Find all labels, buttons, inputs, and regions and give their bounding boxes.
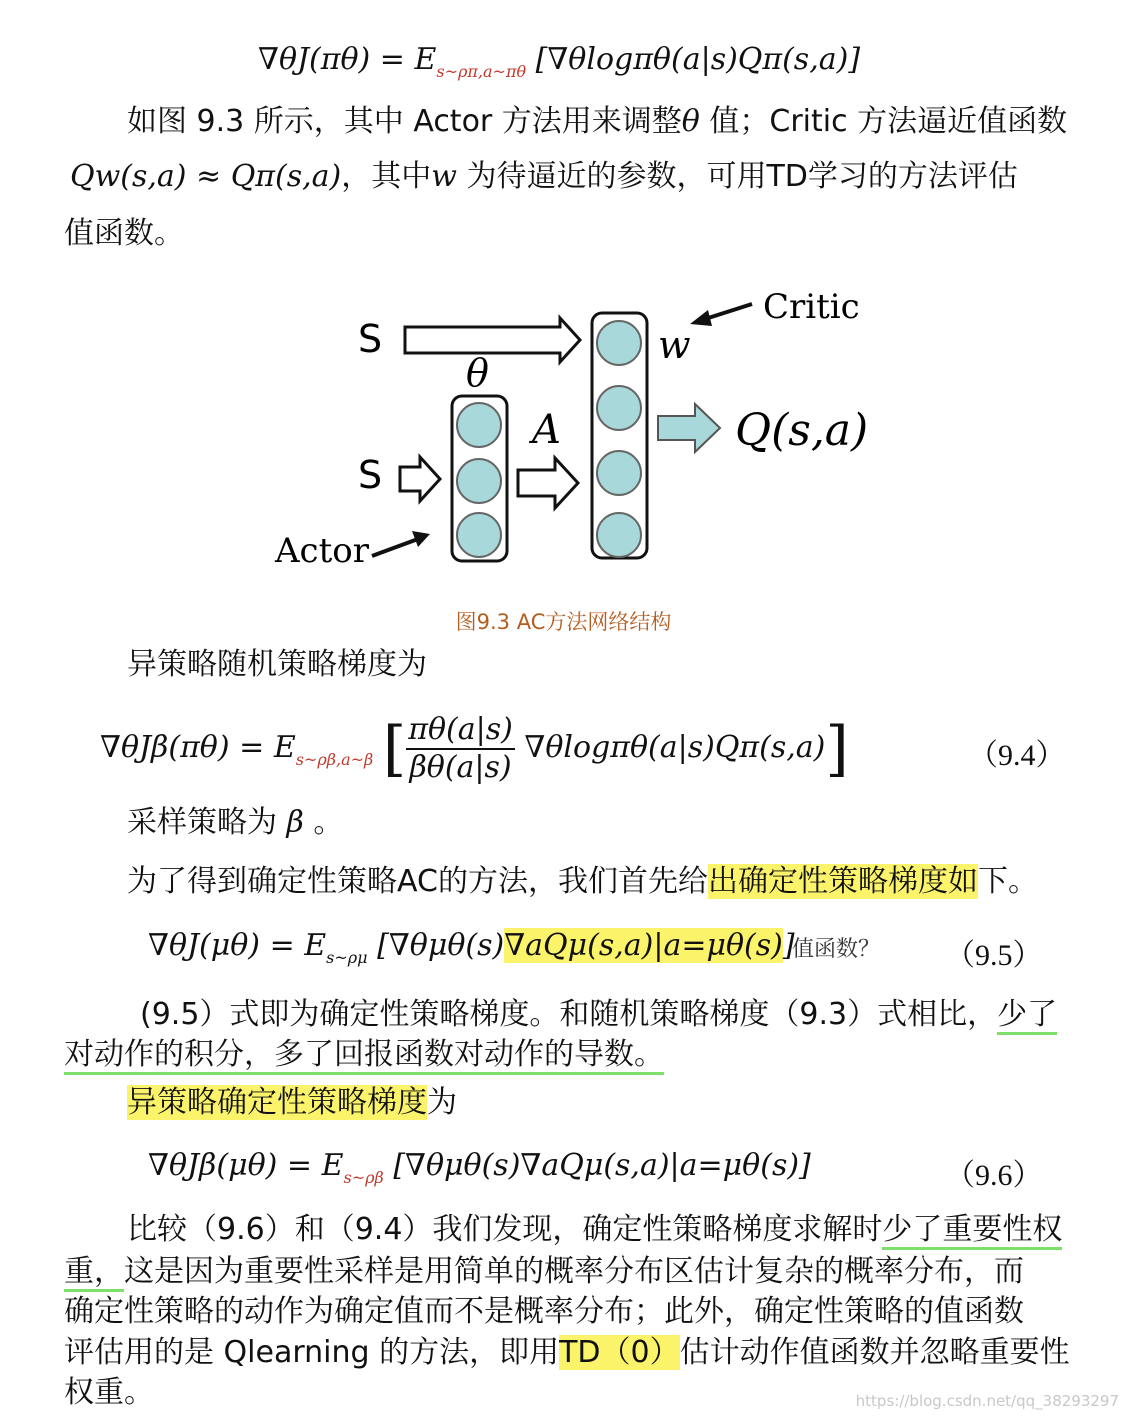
highlighted-text: 出确定性策略梯度如: [707, 864, 978, 899]
figure-caption: 图9.3 AC方法网络结构: [455, 610, 672, 634]
actor-node: [457, 403, 501, 447]
state-label-bottom: S: [358, 453, 383, 497]
critic-node: [597, 321, 641, 365]
arrow-action-to-critic: [518, 458, 578, 508]
actor-node: [457, 459, 501, 503]
equation-9-4: $\nabla\theta J\beta(\pi\theta) = E_{s\sim\rho\beta,a\sim\beta}$ [ $\frac{\pi\theta(a|s)}{\beta\theta(a|s)}$ ∇θlogπθ(a|s)Qπ(s,a)]: [100, 712, 849, 785]
paragraph-line: 确定性策略的动作为确定值而不是概率分布；此外，确定性策略的值函数: [64, 1294, 1024, 1329]
paragraph-line: 为了得到确定性策略AC的方法，我们首先给出确定性策略梯度如下。: [127, 864, 1038, 899]
equation-9-5: $\nabla\theta J(\mu\theta) = E_{s\sim\rho\mu}$ [∇θμθ(s)∇aQμ(s,a)|a=μθ(s)]: [148, 928, 795, 967]
paragraph-line: 异策略确定性策略梯度为: [127, 1085, 457, 1120]
actor-pointer-line: [372, 539, 418, 556]
paragraph-line: 权重。: [64, 1375, 154, 1410]
critic-node: [597, 451, 641, 495]
equation-body: [∇θlogπθ(a|s)Qπ(s,a)]: [535, 42, 861, 77]
paragraph-line: 异策略随机策略梯度为: [127, 647, 427, 682]
expectation-symbol: E: [414, 42, 437, 77]
importance-ratio: $\frac{\pi\theta(a|s)}{\beta\theta(a|s)}$: [408, 712, 513, 785]
critic-weight-label: w: [658, 323, 691, 367]
underlined-text: 少了重要性权: [882, 1212, 1062, 1250]
arrow-state-to-critic: [405, 318, 580, 362]
highlighted-formula: ∇aQμ(s,a)|a=μθ(s): [504, 928, 783, 963]
equation-number: （9.6）: [945, 1159, 1043, 1192]
critic-node: [597, 513, 641, 557]
paragraph-line: 比较（9.6）和（9.4）我们发现，确定性策略梯度求解时少了重要性权: [127, 1210, 1062, 1250]
equation-lhs: ∇θJ(πθ): [258, 42, 371, 77]
actor-weight-label: θ: [466, 351, 489, 395]
underlined-text: 对动作的积分，多了回报函数对动作的导数。: [64, 1037, 664, 1075]
critic-node: [597, 386, 641, 430]
state-label-top: S: [358, 317, 383, 361]
paragraph-line: 采样策略为 β 。: [127, 805, 344, 840]
paragraph-line: [64, 1035, 664, 1075]
actor-node: [457, 513, 501, 557]
action-label: A: [532, 407, 561, 453]
critic-pointer-head: [690, 310, 712, 326]
highlighted-text: 异策略确定性策略梯度: [127, 1085, 427, 1120]
arrow-q-output: [658, 404, 720, 452]
paragraph-line: 重，这是因为重要性采样是用简单的概率分布区估计复杂的概率分布，而: [64, 1252, 1024, 1292]
paragraph-line: 如图 9.3 所示，其中 Actor 方法用来调整θ 值；Critic 方法逼近值函数: [127, 104, 1068, 139]
paragraph-line: 值函数。: [64, 216, 184, 251]
critic-label: Critic: [763, 287, 860, 327]
equation-number: （9.5）: [945, 939, 1043, 972]
paragraph-line: Qw(s,a) ≈ Qπ(s,a)，其中w 为待逼近的参数，可用TD学习的方法评估: [70, 159, 1018, 194]
handwritten-note: 值函数？: [792, 937, 881, 962]
underlined-text: 重，: [64, 1254, 124, 1292]
expectation-subscript: s~ρπ,a~πθ: [436, 62, 527, 81]
q-value-label: Q(s,a): [735, 405, 869, 456]
arrow-state-to-actor: [400, 457, 440, 501]
paragraph-line: 评估用的是 Qlearning 的方法，即用TD（0）估计动作值函数并忽略重要性: [64, 1335, 1070, 1370]
paragraph-line: (9.5）式即为确定性策略梯度。和随机策略梯度（9.3）式相比，少了: [140, 995, 1057, 1035]
equation-top: $\nabla\theta J(\pi\theta) = E_{s\sim\rho\pi,a\sim\pi\theta}$ [∇θlogπθ(a|s)Qπ(s,a)]: [258, 42, 861, 81]
equation-number: （9.4）: [968, 739, 1066, 772]
highlighted-text: TD（0）: [559, 1335, 680, 1370]
equation-9-6: $\nabla\theta J\beta(\mu\theta) = E_{s\sim\rho\beta}$ [∇θμθ(s)∇aQμ(s,a)|a=μθ(s)]: [148, 1148, 811, 1187]
watermark: https://blog.csdn.net/qq_38293297: [855, 1392, 1119, 1410]
ac-network-diagram: [260, 280, 900, 590]
actor-label: Actor: [275, 531, 369, 571]
underlined-text: 少了: [997, 997, 1057, 1035]
